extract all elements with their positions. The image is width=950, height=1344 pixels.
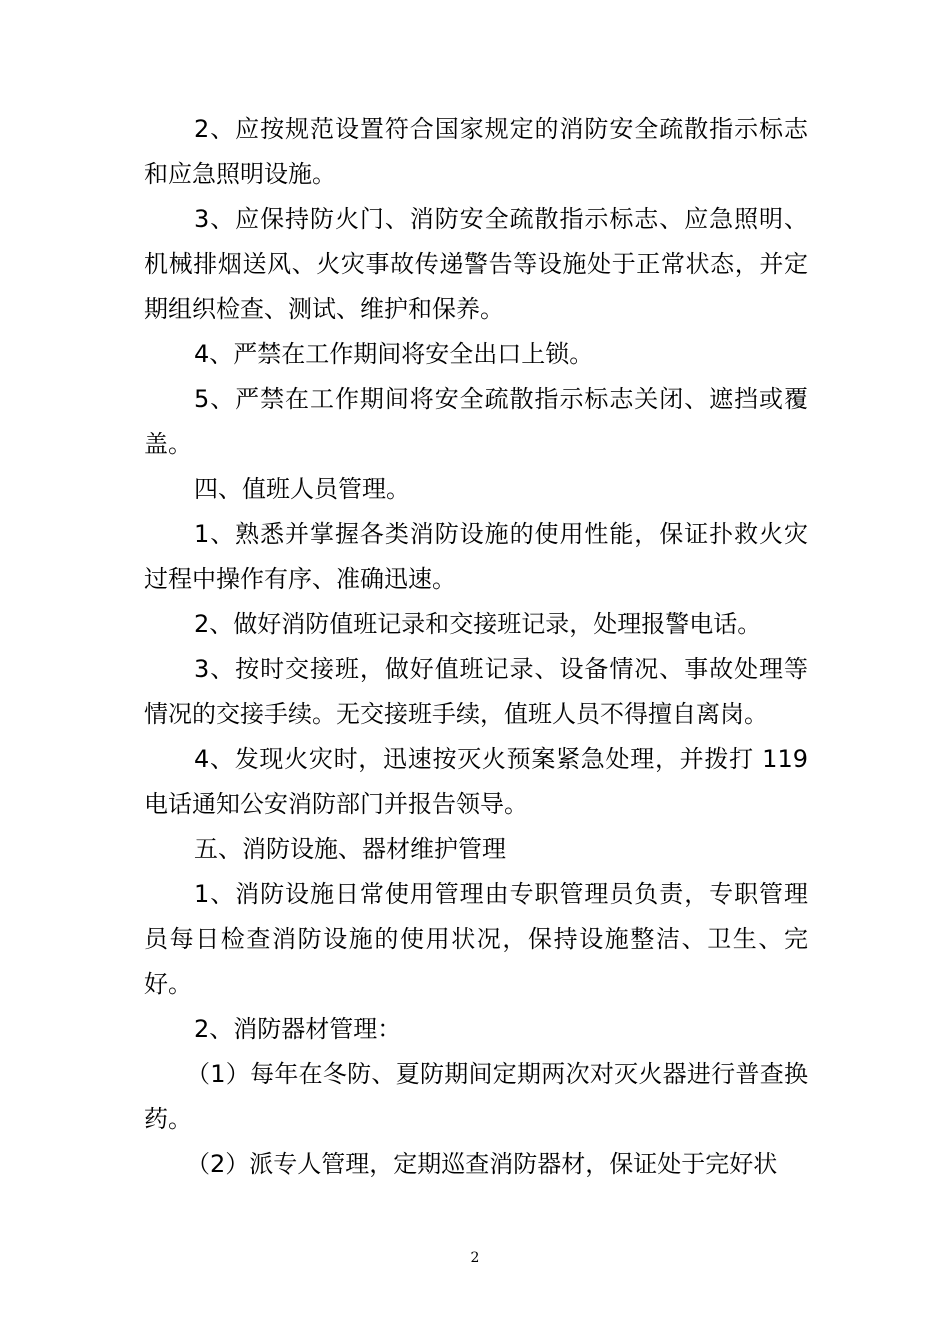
paragraph-item: 3、按时交接班，做好值班记录、设备情况、事故处理等情况的交接手续。无交接班手续，值班人员不得擅自离岗。 [144,655,808,728]
paragraph-item: 2、应按规范设置符合国家规定的消防安全疏散指示标志和应急照明设施。 [144,115,808,188]
paragraph-item: 1、熟悉并掌握各类消防设施的使用性能，保证扑救火灾过程中操作有序、准确迅速。 [144,520,808,593]
page-number: 2 [470,1250,480,1266]
paragraph-item: 1、消防设施日常使用管理由专职管理员负责，专职管理员每日检查消防设施的使用状况，保持设施整洁、卫生、完好。 [144,880,808,998]
paragraph-item: 2、做好消防值班记录和交接班记录，处理报警电话。 [194,610,762,638]
paragraph-item: 4、发现火灾时，迅速按灭火预案紧急处理，并拨打 119 电话通知公安消防部门并报告领导。 [144,745,808,818]
paragraph-item: 2、消防器材管理： [194,1015,402,1043]
document-body [144,107,808,1187]
sub-paragraph-item: （2）派专人管理，定期巡查消防器材，保证处于完好状 [186,1150,778,1178]
paragraph-item: 5、严禁在工作期间将安全疏散指示标志关闭、遮挡或覆盖。 [144,385,808,458]
sub-paragraph-item: （1）每年在冬防、夏防期间定期两次对灭火器进行普查换药。 [144,1060,808,1133]
paragraph-item: 3、应保持防火门、消防安全疏散指示标志、应急照明、机械排烟送风、火灾事故传递警告等设施处于正常状态，并定期组织检查、测试、维护和保养。 [144,205,808,323]
section-heading: 五、消防设施、器材维护管理 [194,835,506,863]
paragraph-item: 4、严禁在工作期间将安全出口上锁。 [194,340,594,368]
section-heading: 四、值班人员管理。 [194,475,410,503]
